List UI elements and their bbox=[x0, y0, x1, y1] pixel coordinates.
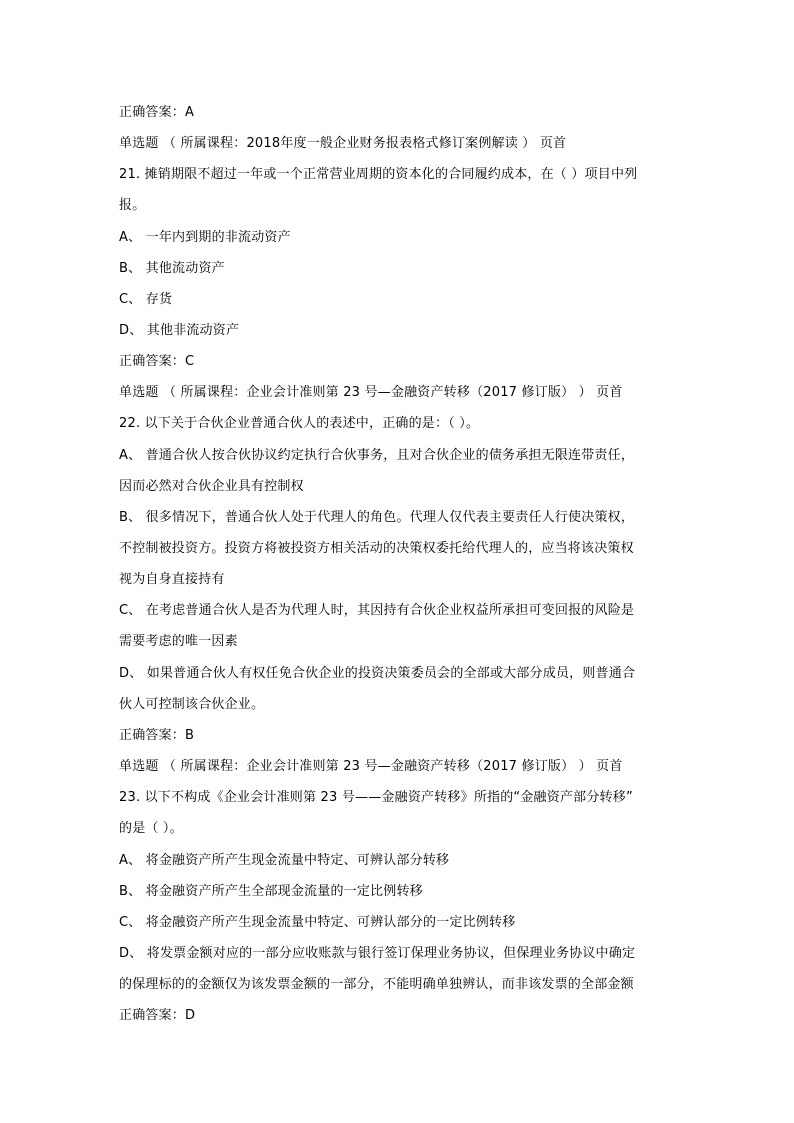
question-23-option-d-line-2: 的保理标的的金额仅为该发票金额的一部分，不能明确单独辨认，而非该发票的全部金额 bbox=[119, 977, 634, 992]
question-21-stem-line-1: 21. 摊销期限不超过一年或一个正常营业周期的资本化的合同履约成本，在（ ）项目中列 bbox=[119, 167, 638, 182]
question-22-option-d-line-1: D、 如果普通合伙人有权任免合伙企业的投资决策委员会的全部或大部分成员，则普通合 bbox=[119, 666, 636, 681]
question-22-option-b-line-2: 不控制被投资方。投资方将被投资方相关活动的决策权委托给代理人的，应当将该决策权 bbox=[119, 541, 634, 556]
question-21-option-b: B、 其他流动资产 bbox=[119, 261, 225, 276]
question-21-correct-answer: 正确答案：C bbox=[119, 354, 195, 369]
question-22-correct-answer: 正确答案：B bbox=[119, 728, 195, 743]
question-22-stem: 22. 以下关于合伙企业普通合伙人的表述中，正确的是：（ ）。 bbox=[119, 416, 480, 431]
question-23-option-c: C、 将金融资产所产生现金流量中特定、可辨认部分的一定比例转移 bbox=[119, 915, 516, 930]
question-23-stem-line-1: 23. 以下不构成《企业会计准则第 23 号——金融资产转移》所指的“金融资产部分转移” bbox=[119, 790, 633, 805]
question-23-correct-answer: 正确答案：D bbox=[119, 1008, 196, 1023]
correct-answer-prev: 正确答案：A bbox=[119, 105, 195, 120]
question-23-stem-line-2: 的是（ ）。 bbox=[119, 821, 183, 836]
question-21-option-a: A、 一年内到期的非流动资产 bbox=[119, 230, 291, 245]
question-22-option-c-line-1: C、 在考虑普通合伙人是否为代理人时，其因持有合伙企业权益所承担可变回报的风险是 bbox=[119, 603, 635, 618]
question-22-option-a-line-2: 因而必然对合伙企业具有控制权 bbox=[119, 479, 304, 494]
question-23-option-a: A、 将金融资产所产生现金流量中特定、可辨认部分转移 bbox=[119, 853, 450, 868]
question-23-option-d-line-1: D、 将发票金额对应的一部分应收账款与银行签订保理业务协议，但保理业务协议中确定 bbox=[119, 946, 636, 961]
question-21-option-d: D、 其他非流动资产 bbox=[119, 323, 240, 338]
question-21-option-c: C、 存货 bbox=[119, 292, 173, 307]
question-22-header: 单选题 （ 所属课程：企业会计准则第 23 号—金融资产转移（2017 修订版） ） 页首 bbox=[119, 385, 623, 400]
question-22-option-b-line-1: B、 很多情况下，普通合伙人处于代理人的角色。代理人仅代表主要责任人行使决策权， bbox=[119, 510, 635, 525]
question-23-header: 单选题 （ 所属课程：企业会计准则第 23 号—金融资产转移（2017 修订版） ） 页首 bbox=[119, 759, 623, 774]
question-23-option-b: B、 将金融资产所产生全部现金流量的一定比例转移 bbox=[119, 884, 423, 899]
question-22-option-a-line-1: A、 普通合伙人按合伙协议约定执行合伙事务，且对合伙企业的债务承担无限连带责任， bbox=[119, 448, 635, 463]
question-21-header: 单选题 （ 所属课程：2018年度一般企业财务报表格式修订案例解读 ） 页首 bbox=[119, 136, 567, 151]
question-22-option-c-line-2: 需要考虑的唯一因素 bbox=[119, 634, 238, 649]
question-22-option-b-line-3: 视为自身直接持有 bbox=[119, 572, 225, 587]
question-22-option-d-line-2: 伙人可控制该合伙企业。 bbox=[119, 697, 265, 712]
question-21-stem-line-2: 报。 bbox=[119, 198, 146, 213]
